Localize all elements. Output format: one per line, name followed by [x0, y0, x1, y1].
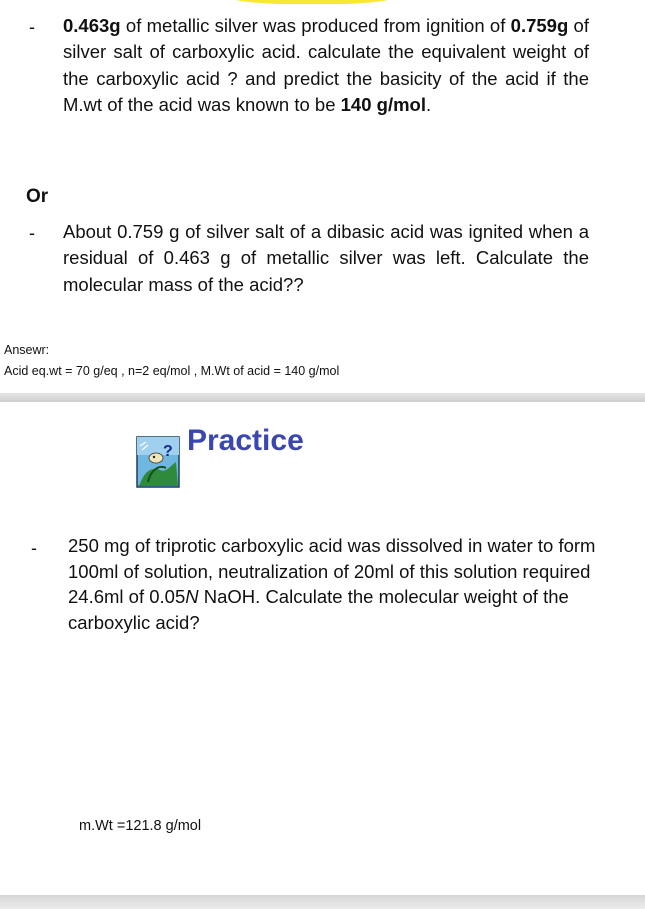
normality-symbol: N — [185, 586, 199, 608]
question3-bullet: - — [31, 538, 37, 558]
question2-bullet: - — [29, 223, 35, 243]
answer-label: Ansewr: — [4, 343, 50, 357]
question3-part1: 250 mg of triprotic carboxylic acid was dissolved in water to form 100ml of solution, neutralization of 20ml of this solution required 24.6ml of 0.05 — [68, 535, 596, 608]
question3-part2: NaOH. Calculate the molecular weight of the carboxylic acid? — [68, 586, 569, 633]
question2-text: About 0.759 g of silver salt of a dibasic acid was ignited when a residual of 0.463 g of metallic silver was left. Calculate the molecular mass of the acid?? — [63, 221, 589, 295]
answer-text: Acid eq.wt = 70 g/eq , n=2 eq/mol , M.Wt of acid = 140 g/mol — [4, 364, 340, 378]
page-divider-bottom — [0, 895, 645, 909]
question1-part2: of silver salt of carboxylic acid. calculate the equivalent weight of the carboxylic acid ? and predict the basicity of the acid if the M.wt of the acid was known to be — [63, 15, 589, 116]
question1-bullet: - — [29, 17, 35, 37]
result-text: m.Wt =121.8 g/mol — [79, 818, 202, 834]
question1-part1: of metallic silver was produced from ignition of — [120, 15, 511, 36]
svg-text:?: ? — [163, 443, 173, 460]
question1-text — [63, 13, 589, 119]
acid-mwt: 140 g/mol — [340, 94, 426, 116]
highlight-mark — [228, 0, 396, 4]
or-label: Or — [26, 186, 49, 207]
question1-end: . — [425, 94, 432, 116]
page-top — [0, 0, 645, 393]
salt-mass: 0.759g — [510, 15, 569, 36]
practice-title: Practice — [187, 424, 304, 457]
silver-mass: 0.463g — [63, 15, 121, 36]
practice-clipart-icon — [136, 436, 180, 488]
page-divider-top — [0, 393, 645, 402]
question3-text — [68, 533, 596, 635]
